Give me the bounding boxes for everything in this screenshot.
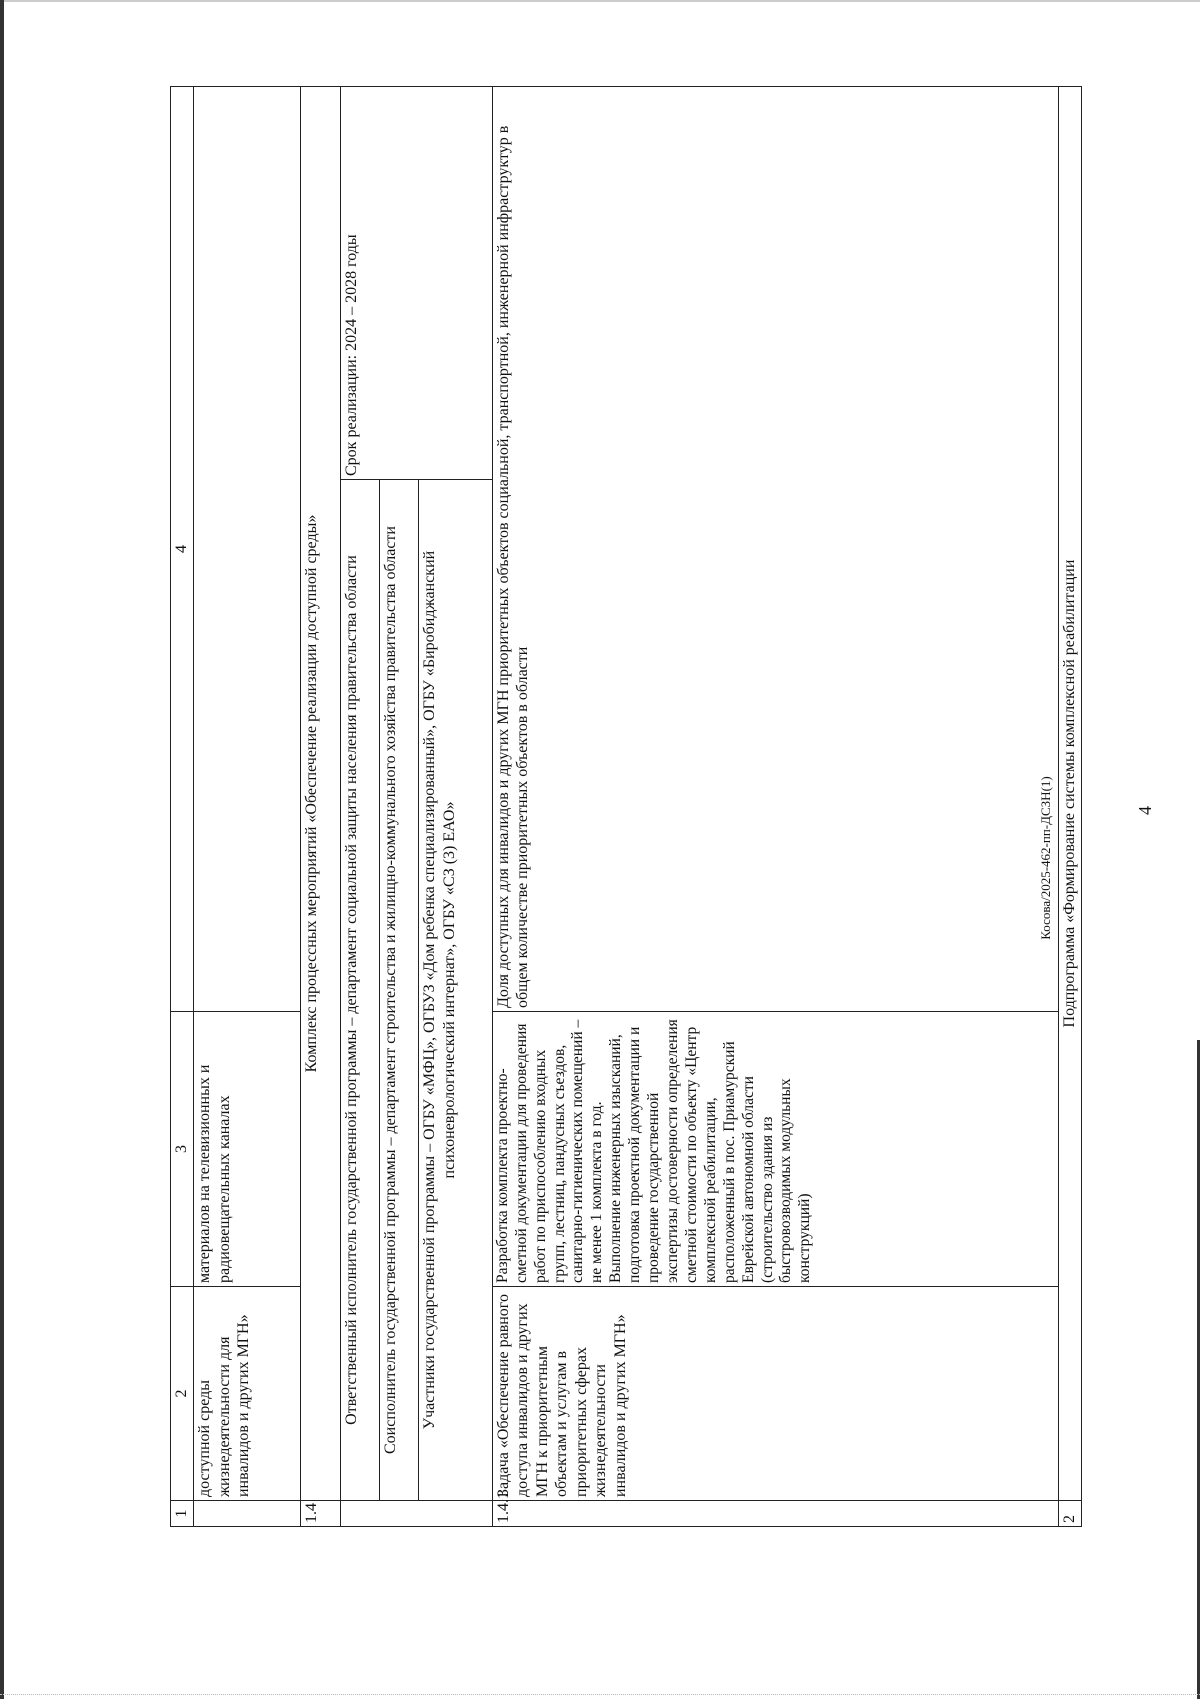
subprogram-number: 2 — [1059, 1501, 1082, 1527]
header-col-3: 3 — [171, 1012, 194, 1287]
header-col-1: 1 — [171, 1501, 194, 1527]
section-title: Комплекс процессных мероприятий «Обеспечение реализации доступной среды» — [301, 87, 340, 1501]
document-code: Косова/2025-462-пп-ДСЗН(1) — [1038, 776, 1053, 940]
coexecutor: Соисполнитель государственной программы – департамент строительства и жилищно-коммунального хозяйства правительства области — [380, 480, 419, 1501]
task-indicator: Доля доступных для инвалидов и других МГН приоритетных объектов социальной, транспортной, инженерной инфраструктур в общем количестве приоритетных объектов в области — [492, 87, 1059, 1012]
scan-bottom-marks — [0, 1693, 1200, 1695]
table-header-row — [171, 87, 194, 1527]
program-table — [170, 87, 1082, 1527]
page-number: 4 — [1135, 806, 1155, 815]
subprogram-row — [1059, 87, 1082, 1527]
participants: Участники государственной программы – ОГБУ «МФЦ», ОГБУЗ «Дом ребенка специализированный», ОГБУ «Биробиджанский психоневрологический интернат», ОГБУ «СЗ (3) ЕАО» — [419, 480, 492, 1501]
scan-top-edge — [0, 0, 1200, 2]
task-description: Задача «Обеспечение равного доступа инвалидов и других МГН к приоритетным объектам и услугам в приоритетных сферах жизнедеятельности инвалидов и других МГН» — [492, 1287, 1059, 1501]
responsible-executor: Ответственный исполнитель государственной программы – департамент социальной защиты населения правительства области — [340, 480, 379, 1501]
table-row — [194, 87, 301, 1527]
measure-engineering-surveys: Выполнение инженерных изысканий, подготовка проектной документации и проведение государственной экспертизы достоверности определения сметной стоимости по объекту «Центр комплексной реабилитации, расположенный в пос. Приамурский Еврейской автономной области (строительство здания из быстровозводимых модульных конструкций) — [607, 1019, 814, 1283]
task-measures — [492, 1012, 1059, 1287]
responsible-row — [340, 87, 379, 1527]
task-row — [492, 87, 1059, 1527]
measure-design-docs: Разработка комплекта проектно-сметной документации для проведения работ по приспособлению входных групп, лестниц, пандусных съездов, санитарно-гигиенических помещений – не менее 1 комплекта в год. — [493, 1019, 606, 1283]
subprogram-title: Подпрограмма «Формирование системы комплексной реабилитации — [1059, 87, 1082, 1501]
header-col-2: 2 — [171, 1287, 194, 1501]
row-name-cell: доступной среды жизнедеятельности для инвалидов и других МГН» — [194, 1287, 301, 1501]
header-col-4: 4 — [171, 87, 194, 1012]
row-measures-cell: материалов на телевизионных и радиовещательных каналах — [194, 1012, 301, 1287]
row-indicator-cell — [194, 87, 301, 1012]
section-number: 1.4 — [301, 1501, 340, 1527]
section-title-row — [301, 87, 340, 1527]
implementation-period: Срок реализации: 2024 – 2028 годы — [340, 87, 492, 480]
empty-number-cell — [340, 1501, 492, 1527]
task-number: 1.4.1 — [492, 1501, 1059, 1527]
scan-left-edge — [0, 0, 4, 1699]
row-number-cell — [194, 1501, 301, 1527]
